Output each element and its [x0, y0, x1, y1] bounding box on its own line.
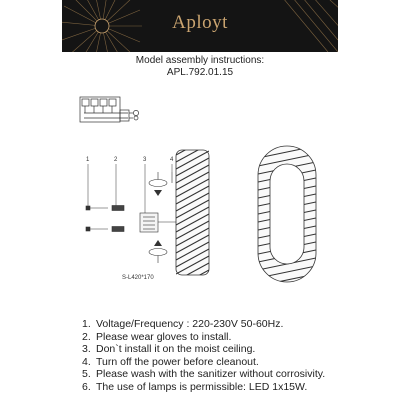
lamp-front-view: [258, 146, 316, 294]
model-number: APL.792.01.15: [166, 67, 234, 78]
callout-1: 1: [86, 157, 90, 163]
document-title: Model assembly instructions:: [135, 55, 265, 66]
assembly-diagram: [0, 88, 400, 314]
brand-name: Aployt: [172, 12, 228, 33]
callout-3: 3: [143, 157, 147, 163]
instruction-item: 4. Turn off the power before cleanout.: [82, 355, 259, 368]
document-header: [0, 55, 400, 79]
mounting-screws: [86, 206, 124, 232]
mounting-bracket: [140, 213, 176, 232]
callout-4: 4: [170, 157, 174, 163]
brand-banner: [62, 0, 338, 52]
instruction-item: 3. Don`t install it on the moist ceiling.: [82, 343, 256, 356]
instruction-item: 5. Please wash with the sanitizer without corrosivity.: [82, 368, 326, 381]
instruction-item: 2. Please wear gloves to install.: [82, 330, 232, 343]
instruction-item: 1. Voltage/Frequency : 220-230V 50-60Hz.: [82, 318, 284, 330]
instructions-list: [82, 318, 325, 394]
instruction-item: 6. The use of lamps is permissible: LED 1x15W.: [82, 380, 308, 393]
callout-2: 2: [114, 157, 118, 163]
dimension-label: S-L420*170: [122, 275, 154, 281]
lamp-side-view: [176, 130, 209, 295]
callout-leaders: [88, 164, 172, 214]
wiring-schematic: [80, 97, 139, 122]
callout-numbers: [86, 157, 174, 163]
